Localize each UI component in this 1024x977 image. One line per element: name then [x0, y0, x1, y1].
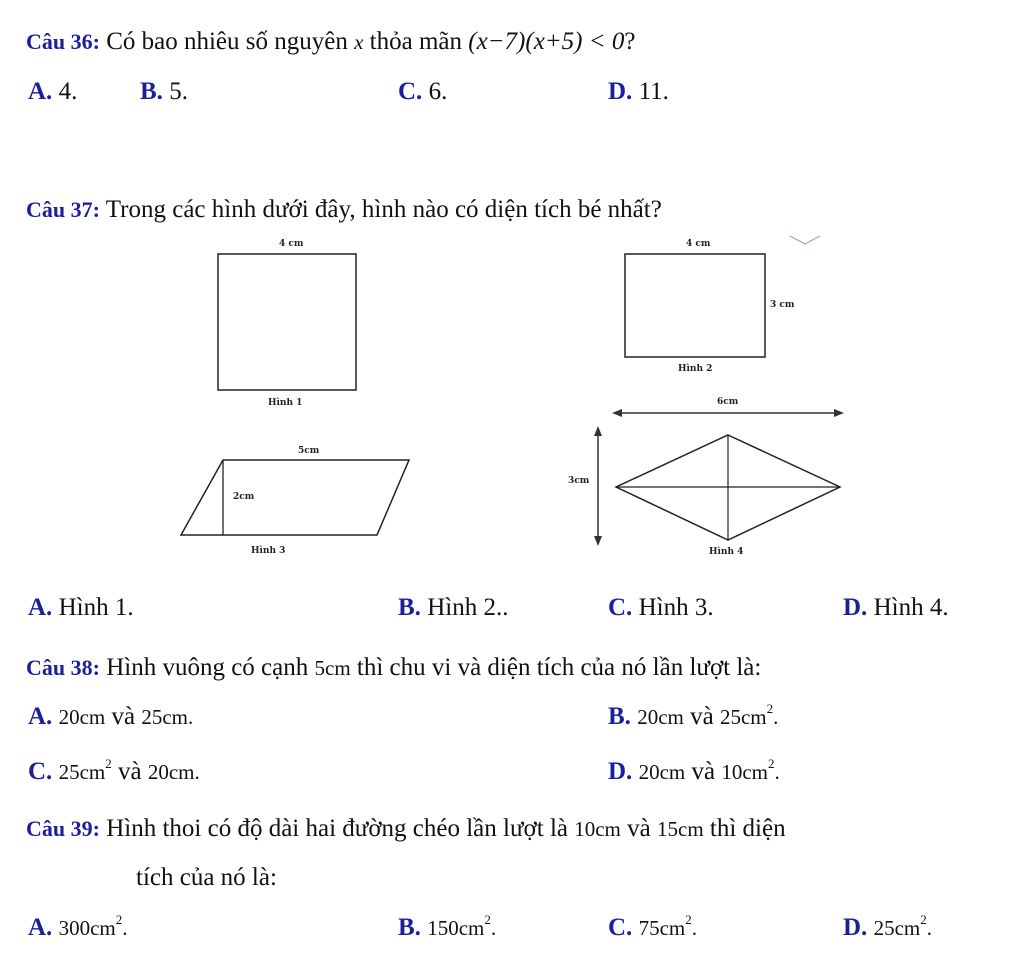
option-value: Hình 2.. — [427, 594, 509, 621]
fig1-caption: Hình 1 — [268, 398, 303, 408]
option-value: Hình 1. — [58, 594, 134, 621]
q39-d2: 15cm — [657, 817, 704, 841]
option-and: và — [111, 703, 136, 730]
fig4-caption: Hình 4 — [709, 547, 744, 557]
option-letter: D. — [843, 594, 868, 621]
option-sup: 2 — [115, 912, 123, 927]
option-value: 150cm — [427, 916, 485, 940]
option-a-value: 20cm — [638, 760, 686, 784]
q37-label: Câu 37: — [26, 197, 100, 222]
q37-text: Trong các hình dưới đây, hình nào có diện tích bé nhất? — [105, 196, 662, 223]
fig2-top-label: 4 cm — [686, 239, 711, 249]
option-end: . — [774, 760, 780, 784]
q38-option-c[interactable] — [28, 758, 200, 786]
option-sup: 2 — [484, 912, 491, 927]
fig4-height-label: 3cm — [568, 476, 590, 486]
option-letter: C. — [608, 594, 633, 621]
fig3-parallelogram — [181, 460, 409, 535]
q39-d1: 10cm — [574, 817, 621, 841]
q36-var: x — [354, 30, 364, 54]
fig2-rectangle — [625, 254, 765, 357]
option-end: . — [773, 705, 779, 729]
option-value: Hình 3. — [638, 594, 714, 621]
q37-option-b[interactable] — [398, 594, 508, 622]
q38-text2: thì chu vi và diện tích của nó lần lượt là: — [356, 654, 762, 681]
option-b-value: 10cm — [721, 760, 768, 784]
arrow-down-icon — [594, 536, 602, 546]
option-letter: C. — [398, 78, 423, 105]
option-letter: C. — [28, 758, 53, 785]
option-sup: 2 — [920, 912, 927, 927]
option-value: Hình 4. — [873, 594, 949, 621]
q36-label: Câu 36: — [26, 29, 100, 54]
q38-option-d[interactable] — [608, 758, 780, 786]
fig1-square — [218, 254, 356, 390]
chevron-mark-icon — [790, 236, 820, 244]
option-letter: D. — [843, 914, 868, 941]
option-value: 300cm — [58, 916, 116, 940]
q38-stem — [26, 654, 761, 682]
fig2-caption: Hình 2 — [678, 364, 713, 374]
option-letter: A. — [28, 914, 53, 941]
option-end: . — [122, 916, 128, 940]
q37-option-d[interactable] — [843, 594, 949, 622]
q36-text2: thỏa mãn — [369, 28, 463, 55]
q38-option-a[interactable] — [28, 703, 193, 731]
option-end: . — [194, 760, 200, 784]
q36-end: ? — [624, 28, 636, 55]
option-letter: B. — [398, 914, 421, 941]
option-b-value: 20cm — [147, 760, 195, 784]
option-end: . — [691, 916, 697, 940]
fig3-top-label: 5cm — [298, 446, 320, 456]
option-a-sup: 2 — [105, 756, 112, 771]
q39-stem — [26, 815, 786, 843]
option-value: 5. — [169, 78, 188, 105]
q39-option-b[interactable] — [398, 914, 496, 942]
q39-label: Câu 39: — [26, 816, 100, 841]
option-letter: D. — [608, 78, 633, 105]
option-letter: C. — [608, 914, 633, 941]
fig2-side-label: 3 cm — [770, 300, 795, 310]
option-value: 6. — [428, 78, 448, 105]
option-letter: B. — [140, 78, 163, 105]
option-sup: 2 — [685, 912, 692, 927]
option-and: và — [117, 758, 142, 785]
option-b-sup: 2 — [766, 701, 774, 716]
q36-text: Có bao nhiêu số nguyên — [106, 28, 348, 55]
q38-side: 5cm — [314, 656, 351, 680]
option-value: 25cm — [873, 916, 921, 940]
option-b-value: 25cm — [141, 705, 188, 729]
fig1-top-label: 4 cm — [279, 239, 304, 249]
q38-label: Câu 38: — [26, 655, 100, 680]
q37-option-c[interactable] — [608, 594, 714, 622]
q39-option-a[interactable] — [28, 914, 127, 942]
option-and: và — [690, 703, 714, 730]
fig3-caption: Hình 3 — [251, 546, 286, 556]
q37-option-a[interactable] — [28, 594, 134, 622]
arrow-up-icon — [594, 426, 602, 436]
option-b-sup: 2 — [767, 756, 775, 771]
option-end: . — [187, 705, 194, 729]
q39-option-d[interactable] — [843, 914, 932, 942]
option-letter: B. — [608, 703, 631, 730]
option-end: . — [926, 916, 932, 940]
option-end: . — [490, 916, 497, 940]
option-and: và — [691, 758, 716, 785]
option-letter: A. — [28, 78, 53, 105]
arrow-left-icon — [612, 409, 622, 417]
q39-option-c[interactable] — [608, 914, 697, 942]
fig3-height-label: 2cm — [233, 492, 255, 502]
option-letter: A. — [28, 703, 53, 730]
q36-expr: (x−7)(x+5) < 0 — [468, 28, 625, 55]
option-a-value: 20cm — [637, 705, 684, 729]
option-b-value: 25cm — [719, 705, 767, 729]
option-value: 11. — [638, 78, 669, 105]
option-a-value: 25cm — [58, 760, 106, 784]
arrow-right-icon — [834, 409, 844, 417]
option-letter: A. — [28, 594, 53, 621]
q39-text1: Hình thoi có độ dài hai đường chéo lần lượt là — [106, 815, 568, 842]
q39-and: và — [627, 815, 651, 842]
option-value: 75cm — [638, 916, 686, 940]
q39-text2: thì diện — [709, 815, 786, 842]
q38-text1: Hình vuông có cạnh — [106, 654, 309, 681]
option-value: 4. — [58, 78, 78, 105]
option-letter: B. — [398, 594, 421, 621]
option-letter: D. — [608, 758, 633, 785]
option-a-value: 20cm — [58, 705, 106, 729]
fig4-width-label: 6cm — [717, 397, 739, 407]
q38-option-b[interactable] — [608, 703, 778, 731]
q39-line2: tích của nó là: — [136, 864, 277, 891]
